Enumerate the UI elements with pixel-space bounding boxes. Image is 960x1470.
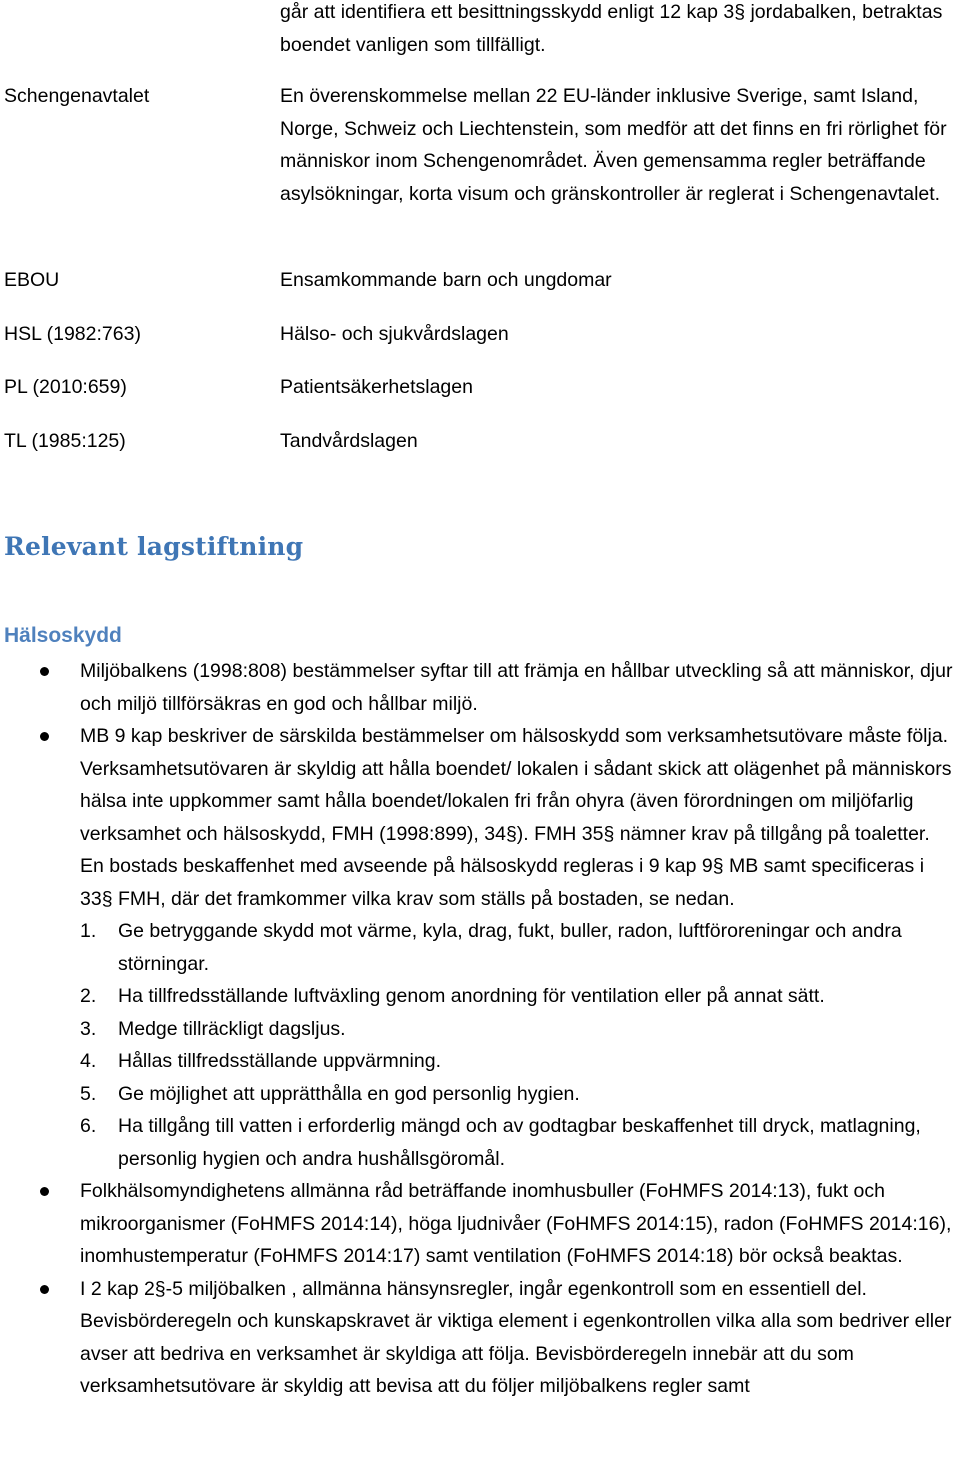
glossary-term: Schengenavtalet <box>4 85 150 107</box>
bullet-item <box>0 1175 960 1273</box>
bullet-icon <box>40 1285 49 1294</box>
glossary-definition: Hälso- och sjukvårdslagen <box>280 323 509 345</box>
item-number: 2. <box>80 985 97 1007</box>
numbered-item <box>80 1013 956 1046</box>
item-text: Hållas tillfredsställande uppvärmning. <box>118 1050 441 1072</box>
item-number: 3. <box>80 1017 97 1040</box>
bullet-icon <box>40 732 49 741</box>
glossary-term: TL (1985:125) <box>4 430 126 452</box>
numbered-item <box>80 1078 956 1111</box>
item-number: 4. <box>80 1050 97 1072</box>
glossary-definition: Tandvårdslagen <box>280 430 418 452</box>
glossary-term: PL (2010:659) <box>4 376 127 398</box>
item-number: 5. <box>80 1082 97 1105</box>
item-number: 6. <box>80 1115 97 1137</box>
glossary-term: HSL (1982:763) <box>4 323 141 345</box>
section-heading: Relevant lagstiftning <box>4 532 304 561</box>
bullet-list <box>0 655 960 1403</box>
item-text: Medge tillräckligt dagsljus. <box>118 1017 346 1040</box>
bullet-text: I 2 kap 2§-5 miljöbalken , allmänna hänsynsregler, ingår egenkontroll som en essentiell del. Bevisbörderegeln och kunskapskravet är viktiga element i egenkontrollen vilka alla som bedriver eller avser att bedriva en verksamhet är skyldiga att följa. Bevisbörderegeln innebär att du som verksamhetsutövare är skyldig att bevisa att du följer miljöbalkens regler samt <box>80 1277 952 1397</box>
numbered-item <box>80 1110 956 1175</box>
item-text: Ge betryggande skydd mot värme, kyla, drag, fukt, buller, radon, luftföroreningar och andra störningar. <box>118 920 902 975</box>
numbered-item <box>80 915 956 980</box>
bullet-item <box>0 655 960 720</box>
numbered-item <box>80 980 956 1013</box>
numbered-item <box>80 1045 956 1078</box>
subsection-heading: Hälsoskydd <box>4 624 122 647</box>
glossary-definition: Patientsäkerhetslagen <box>280 376 473 398</box>
bullet-text: MB 9 kap beskriver de särskilda bestämmelser om hälsoskydd som verksamhetsutövare måste följa. Verksamhetsutövaren är skyldig att hålla boendet/ lokalen i sådant skick att olägenhet på människors hälsa inte uppkommer samt hålla boendet/lokalen fri från ohyra (även förordningen om miljöfarlig verksamhet och hälsoskydd, FMH (1998:899), 34§). FMH 35§ nämner krav på tillgång på toaletter. En bostads beskaffenhet med avseende på hälsoskydd regleras i 9 kap 9§ MB samt specificeras i 33§ FMH, där det framkommer vilka krav som ställs på bostaden, se nedan. <box>80 725 952 910</box>
bullet-icon <box>40 1187 49 1196</box>
bullet-icon <box>40 667 49 676</box>
glossary-definition: Ensamkommande barn och ungdomar <box>280 269 612 291</box>
item-text: Ha tillgång till vatten i erforderlig mängd och av godtagbar beskaffenhet till dryck, matlagning, personlig hygien och andra hushållsgöromål. <box>118 1115 921 1170</box>
item-text: Ge möjlighet att upprätthålla en god personlig hygien. <box>118 1082 580 1105</box>
bullet-text: Folkhälsomyndighetens allmänna råd beträffande inomhusbuller (FoHMFS 2014:13), fukt och mikroorganismer (FoHMFS 2014:14), höga ljudnivåer (FoHMFS 2014:15), radon (FoHMFS 2014:16), inomhustemperatur (FoHMFS 2014:17) samt ventilation (FoHMFS 2014:18) bör också beaktas. <box>80 1180 952 1267</box>
bullet-item <box>0 720 960 1175</box>
item-number: 1. <box>80 920 97 942</box>
glossary-definition: En överenskommelse mellan 22 EU-länder inklusive Sverige, samt Island, Norge, Schweiz och Liechtenstein, som medför att det finns en fri rörlighet för människor inom Schengenområdet. Även gemensamma regler beträffande asylsökningar, korta visum och gränskontroller är reglerat i Schengenavtalet. <box>280 85 947 205</box>
glossary-intro-text: går att identifiera ett besittningsskydd enligt 12 kap 3§ jordabalken, betraktas boendet vanligen som tillfälligt. <box>280 1 943 56</box>
item-text: Ha tillfredsställande luftväxling genom anordning för ventilation eller på annat sätt. <box>118 985 825 1007</box>
bullet-text: Miljöbalkens (1998:808) bestämmelser syftar till att främja en hållbar utveckling så att människor, djur och miljö tillförsäkras en god och hållbar miljö. <box>80 660 953 715</box>
bullet-item <box>0 1273 960 1403</box>
numbered-list <box>80 915 956 1175</box>
glossary-term: EBOU <box>4 269 60 291</box>
